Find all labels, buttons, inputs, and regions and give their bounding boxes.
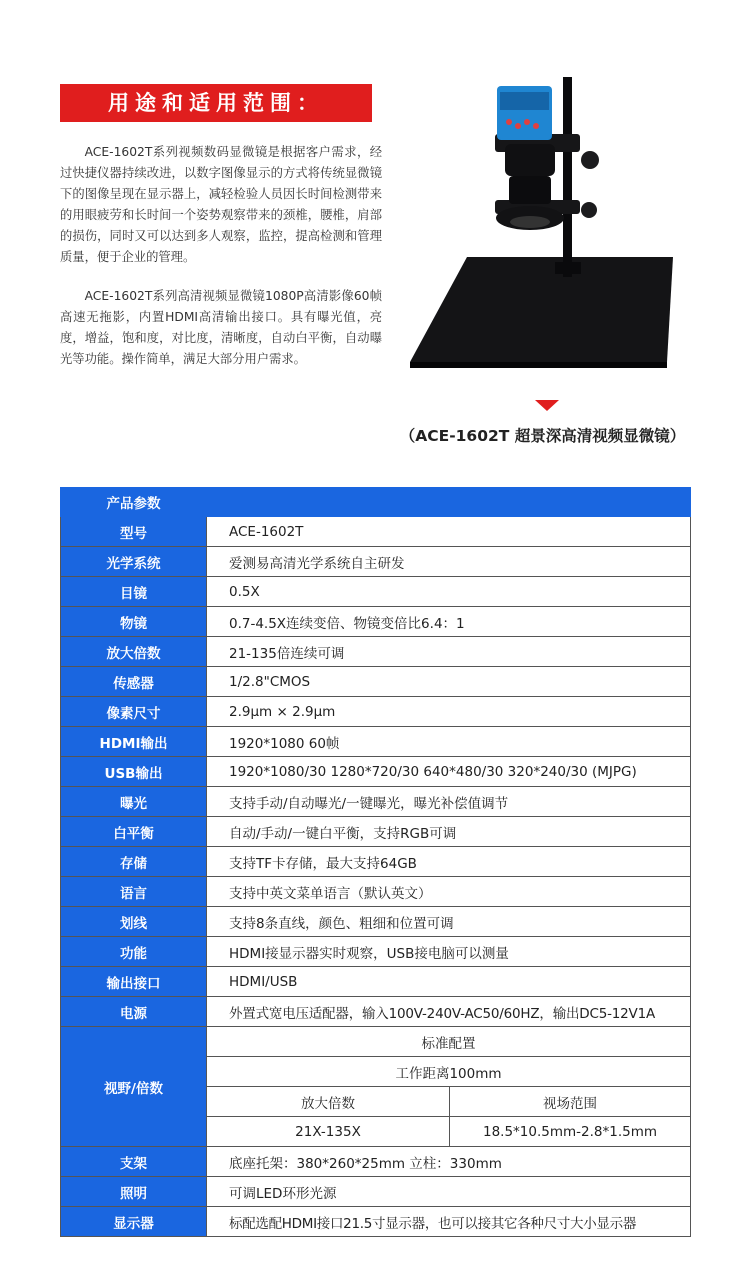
row-value: 外置式宽电压适配器，输入100V-240V-AC50/60HZ，输出DC5-12V1A xyxy=(207,997,691,1027)
table-row xyxy=(61,1147,691,1177)
row-value: HDMI/USB xyxy=(207,967,691,997)
row-value: 21-135倍连续可调 xyxy=(207,637,691,667)
product-caption: （ACE-1602T 超景深高清视频显微镜） xyxy=(399,427,686,445)
row-label: 物镜 xyxy=(61,607,207,637)
row-label: 放大倍数 xyxy=(61,637,207,667)
table-row xyxy=(61,727,691,757)
row-value: 1920*1080 60帧 xyxy=(207,727,691,757)
down-arrow-icon xyxy=(535,400,559,411)
row-value: HDMI接显示器实时观察，USB接电脑可以测量 xyxy=(207,937,691,967)
row-value: 底座托架：380*260*25mm 立柱：330mm xyxy=(207,1147,691,1177)
row-label: 型号 xyxy=(61,517,207,547)
spec-header-blank xyxy=(207,488,691,517)
fov-config: 标准配置 xyxy=(207,1027,691,1057)
fov-col2-value: 18.5*10.5mm-2.8*1.5mm xyxy=(450,1117,691,1147)
table-row xyxy=(61,1177,691,1207)
row-value: 1920*1080/30 1280*720/30 640*480/30 320*240/30 (MJPG) xyxy=(207,757,691,787)
table-row xyxy=(61,997,691,1027)
row-value: ACE-1602T xyxy=(207,517,691,547)
microscope-product-icon xyxy=(405,72,680,372)
usage-paragraph-2: ACE-1602T系列高清视频显微镜1080P高清影像60帧高速无拖影，内置HDMI高清输出接口。具有曝光值，亮度，增益，饱和度，对比度，清晰度，自动白平衡，自动曝光等功能。操作简单，满足大部分用户需求。 xyxy=(60,289,382,366)
table-row xyxy=(61,697,691,727)
row-value: 爱测易高清光学系统自主研发 xyxy=(207,547,691,577)
usage-paragraph-1: ACE-1602T系列视频数码显微镜是根据客户需求，经过快捷仪器持续改进，以数字图像显示的方式将传统显微镜下的图像呈现在显示器上，减轻检验人员因长时间检测带来的用眼疲劳和长时间一个姿势观察带来的颈椎，腰椎，肩部的损伤，同时又可以达到多人观察，监控，提高检测和管理质量，便于企业的管理。 xyxy=(60,145,382,264)
row-value: 支持中英文菜单语言（默认英文） xyxy=(207,877,691,907)
fov-col2-header: 视场范围 xyxy=(450,1087,691,1117)
table-row xyxy=(61,967,691,997)
row-label: 白平衡 xyxy=(61,817,207,847)
fov-col1-header: 放大倍数 xyxy=(207,1087,450,1117)
row-value: 2.9μm × 2.9μm xyxy=(207,697,691,727)
row-label: 电源 xyxy=(61,997,207,1027)
table-row xyxy=(61,787,691,817)
row-value: 0.5X xyxy=(207,577,691,607)
row-label: 功能 xyxy=(61,937,207,967)
fov-distance: 工作距离100mm xyxy=(207,1057,691,1087)
row-value: 标配选配HDMI接口21.5寸显示器，也可以接其它各种尺寸大小显示器 xyxy=(207,1207,691,1237)
row-value: 可调LED环形光源 xyxy=(207,1177,691,1207)
row-label: 输出接口 xyxy=(61,967,207,997)
row-label: USB输出 xyxy=(61,757,207,787)
row-value: 支持TF卡存储，最大支持64GB xyxy=(207,847,691,877)
table-row xyxy=(61,817,691,847)
spec-header-row xyxy=(61,488,691,517)
table-row xyxy=(61,907,691,937)
row-label: 照明 xyxy=(61,1177,207,1207)
table-row xyxy=(61,757,691,787)
row-label: 划线 xyxy=(61,907,207,937)
table-row xyxy=(61,667,691,697)
row-value: 1/2.8"CMOS xyxy=(207,667,691,697)
fov-label: 视野/倍数 xyxy=(61,1027,207,1147)
table-row xyxy=(61,607,691,637)
table-row xyxy=(61,937,691,967)
fov-col1-value: 21X-135X xyxy=(207,1117,450,1147)
row-value: 自动/手动/一键白平衡，支持RGB可调 xyxy=(207,817,691,847)
row-label: 存储 xyxy=(61,847,207,877)
row-label: 支架 xyxy=(61,1147,207,1177)
table-row xyxy=(61,637,691,667)
table-row xyxy=(61,877,691,907)
table-row xyxy=(61,577,691,607)
spec-header-label: 产品参数 xyxy=(61,488,207,517)
table-row xyxy=(61,847,691,877)
row-label: HDMI输出 xyxy=(61,727,207,757)
row-value: 支持8条直线，颜色、粗细和位置可调 xyxy=(207,907,691,937)
usage-banner: 用途和适用范围： xyxy=(60,84,372,122)
row-label: 语言 xyxy=(61,877,207,907)
fov-row-config xyxy=(61,1027,691,1057)
table-row xyxy=(61,1207,691,1237)
row-label: 显示器 xyxy=(61,1207,207,1237)
row-label: 曝光 xyxy=(61,787,207,817)
spec-table xyxy=(60,487,691,1237)
row-label: 像素尺寸 xyxy=(61,697,207,727)
row-label: 传感器 xyxy=(61,667,207,697)
row-value: 支持手动/自动曝光/一键曝光，曝光补偿值调节 xyxy=(207,787,691,817)
table-row xyxy=(61,547,691,577)
row-value: 0.7-4.5X连续变倍、物镜变倍比6.4：1 xyxy=(207,607,691,637)
row-label: 光学系统 xyxy=(61,547,207,577)
row-label: 目镜 xyxy=(61,577,207,607)
table-row xyxy=(61,517,691,547)
